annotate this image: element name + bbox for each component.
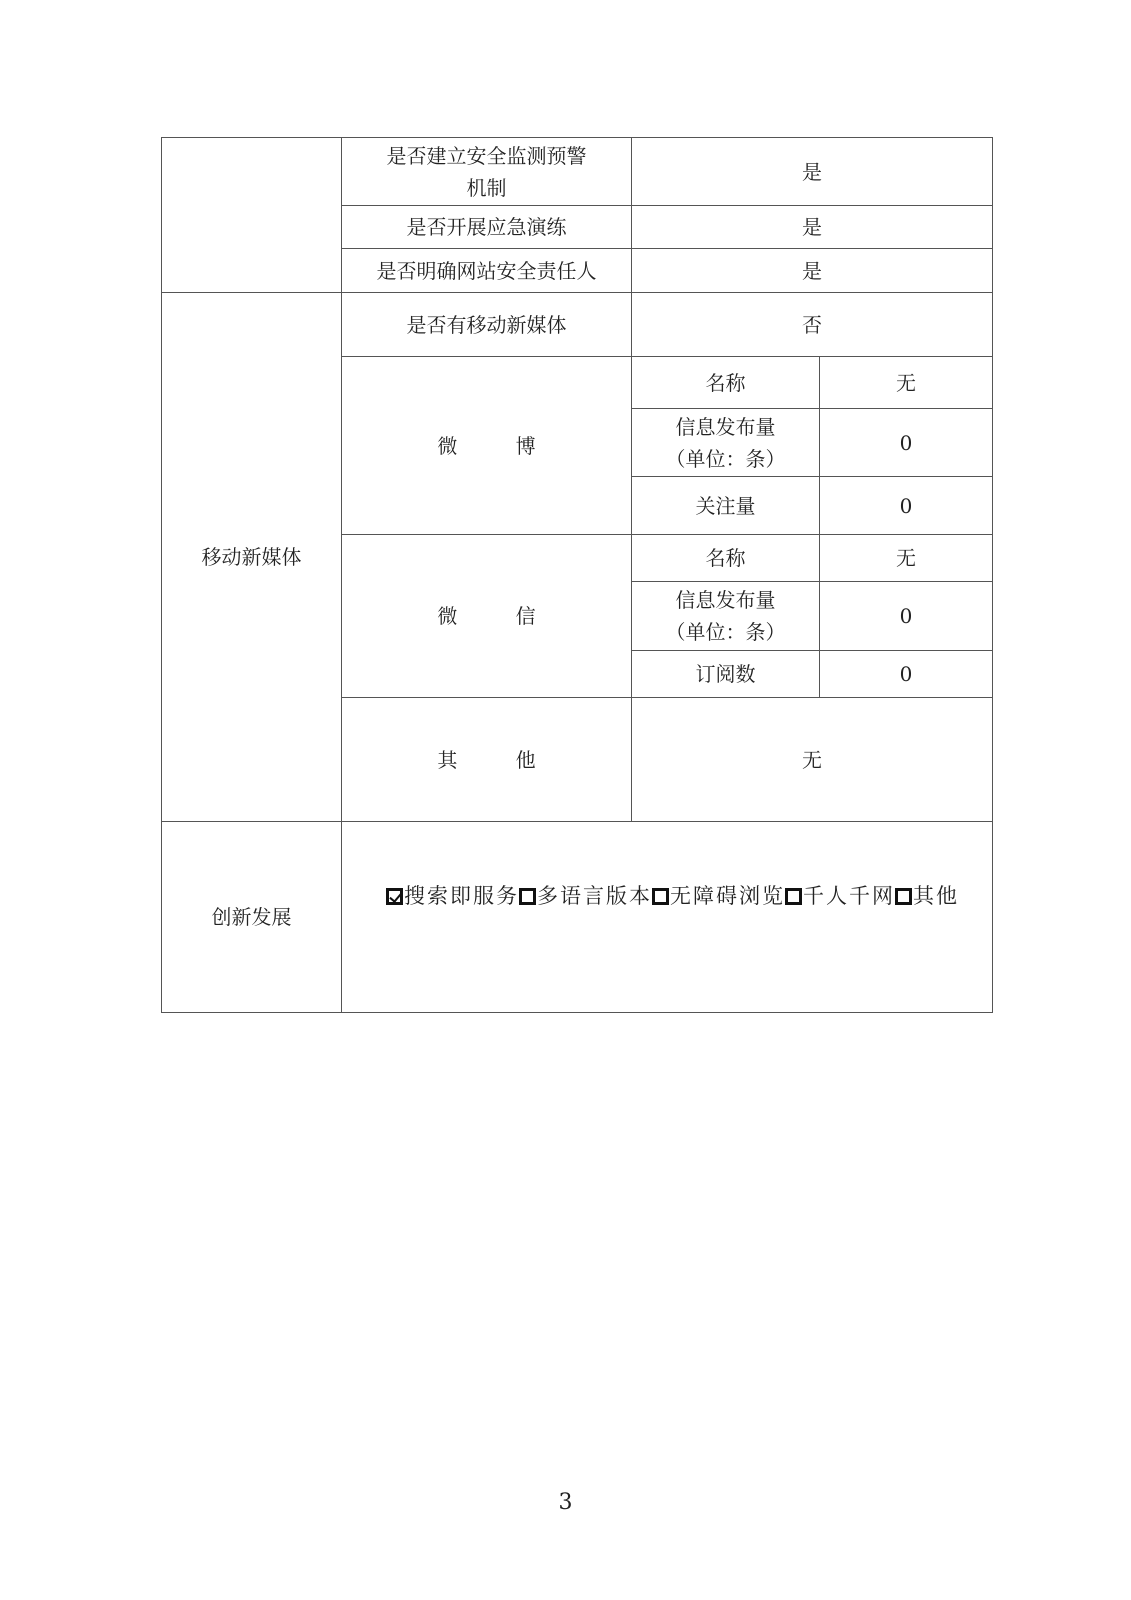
row-value: 0 bbox=[820, 651, 993, 698]
row-value: 无 bbox=[820, 535, 993, 582]
checkbox-icon[interactable] bbox=[895, 888, 912, 905]
option-other[interactable]: 其他 bbox=[895, 880, 959, 912]
checkbox-icon[interactable] bbox=[652, 888, 669, 905]
row-value: 无 bbox=[820, 357, 993, 409]
row-label: 订阅数 bbox=[632, 651, 820, 698]
mobile-media-section-title: 移动新媒体 bbox=[162, 293, 342, 822]
checkbox-icon[interactable] bbox=[785, 888, 802, 905]
row-label: 是否开展应急演练 bbox=[342, 206, 632, 249]
row-value: 0 bbox=[820, 477, 993, 535]
other-title: 其 他 bbox=[342, 698, 632, 822]
report-table bbox=[161, 137, 993, 1013]
row-label: 是否有移动新媒体 bbox=[342, 293, 632, 357]
option-multilingual[interactable]: 多语言版本 bbox=[519, 880, 652, 912]
page-number: 3 bbox=[558, 1490, 573, 1515]
row-label: 是否建立安全监测预警机制 bbox=[342, 138, 632, 206]
row-value: 0 bbox=[820, 409, 993, 477]
security-section-cell bbox=[162, 138, 342, 293]
checkbox-icon[interactable] bbox=[519, 888, 536, 905]
option-personalized[interactable]: 千人千网 bbox=[785, 880, 895, 912]
row-value: 是 bbox=[632, 249, 993, 293]
table-row bbox=[162, 138, 993, 206]
row-value: 无 bbox=[632, 698, 993, 822]
wechat-title: 微 信 bbox=[342, 535, 632, 698]
row-label: 名称 bbox=[632, 357, 820, 409]
row-value: 是 bbox=[632, 206, 993, 249]
row-label: 信息发布量（单位：条） bbox=[632, 582, 820, 651]
innovation-section-title: 创新发展 bbox=[162, 822, 342, 1013]
table-row bbox=[162, 822, 993, 1013]
row-label: 名称 bbox=[632, 535, 820, 582]
row-value: 0 bbox=[820, 582, 993, 651]
row-value: 是 bbox=[632, 138, 993, 206]
option-search-as-service[interactable]: 搜索即服务 bbox=[386, 880, 519, 912]
row-value: 否 bbox=[632, 293, 993, 357]
table-row bbox=[162, 293, 993, 357]
innovation-options bbox=[342, 822, 993, 1013]
weibo-title: 微 博 bbox=[342, 357, 632, 535]
checkbox-checked-icon[interactable] bbox=[386, 888, 403, 905]
row-label: 关注量 bbox=[632, 477, 820, 535]
row-label: 是否明确网站安全责任人 bbox=[342, 249, 632, 293]
row-label: 信息发布量（单位：条） bbox=[632, 409, 820, 477]
option-accessibility[interactable]: 无障碍浏览 bbox=[652, 880, 785, 912]
